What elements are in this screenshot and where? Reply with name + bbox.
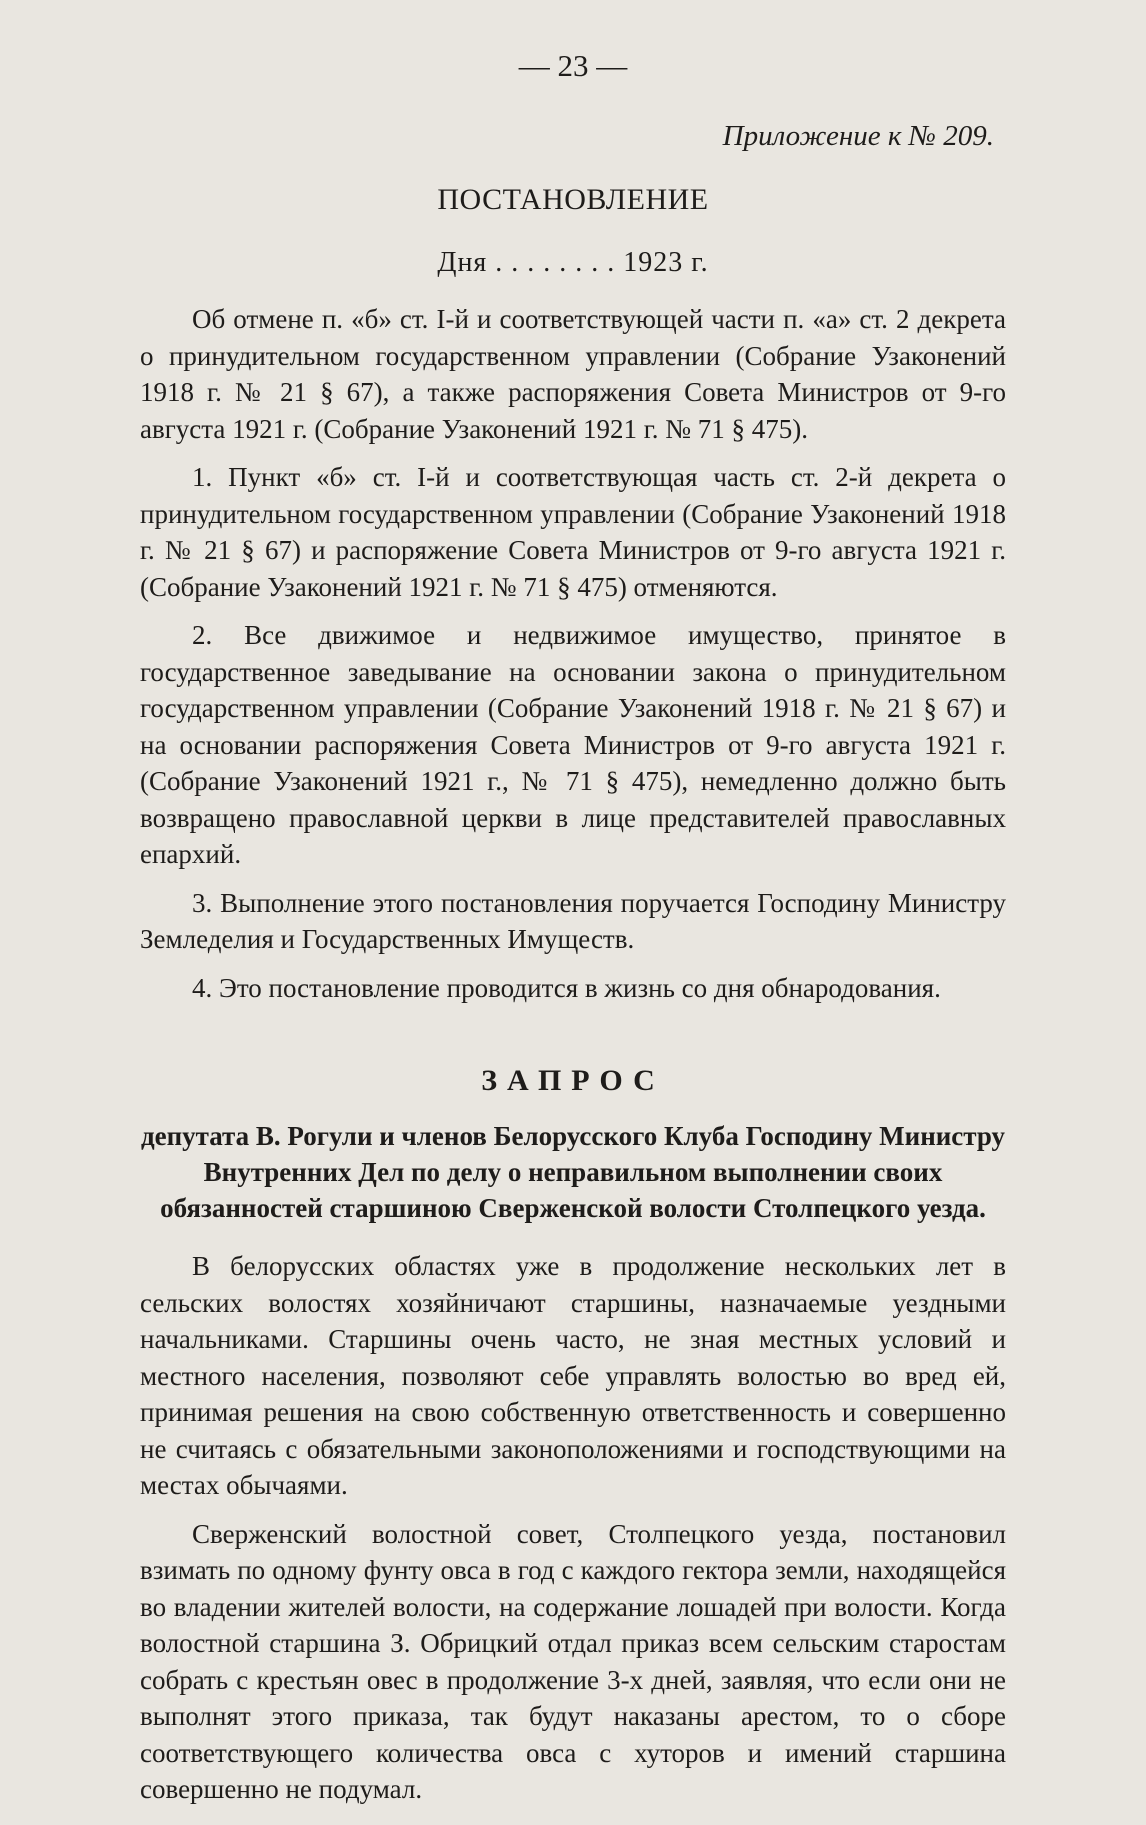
appendix-label: Приложение к № 209. xyxy=(722,120,994,152)
page-number: — 23 — xyxy=(518,48,628,83)
decree-item: 3. Выполнение этого постановления поручается Господину Министру Земледелия и Государственных Имуществ. xyxy=(140,887,1006,954)
request-title: ЗАПРОС xyxy=(481,1064,665,1097)
decree-date-line: Дня . . . . . . . . 1923 г. xyxy=(437,247,709,278)
request-subtitle: депутата В. Рогули и членов Белорусского Клуба Господину Министру Внутренних Дел по делу о неправильном выполнении своих обязанностей старшиною Сверженской волости Столпецкого уезда. xyxy=(140,1121,1006,1223)
decree-item: 4. Это постановление проводится в жизнь со дня обнародования. xyxy=(192,972,941,1003)
request-paragraph: Сверженский волостной совет, Столпецкого уезда, постановил взимать по одному фунту овса в год с каждого гектора земли, находящейся во владении жителей волости, на содержание лошадей при волости. Когда волостной старшина З. Обрицкий отдал приказ всем сельским старостам собрать с крестьян овес в продолжение 3-х дней, заявляя, что если они не выполнят этого приказа, так будут наказаны арестом, то о сборе соответствующего количества овса с хуторов и имений старшина совершенно не подумал. xyxy=(140,1518,1006,1804)
decree-preamble: Об отмене п. «б» ст. I-й и соответствующей части п. «а» ст. 2 декрета о принудительном государственном управлении (Собрание Узаконений 1918 г. № 21 § 67), а также распоряжения Совета Министров от 9-го августа 1921 г. (Собрание Узаконений 1921 г. № 71 § 475). xyxy=(140,304,1006,444)
decree-title: ПОСТАНОВЛЕНИЕ xyxy=(437,183,709,216)
text-block xyxy=(140,48,1006,1808)
decree-item: 2. Все движимое и недвижимое имущество, принятое в государственное заведывание на основании закона о принудительном государственном управлении (Собрание Узаконений 1918 г. № 21 § 67) и на основании распоряжения Совета Министров от 9-го августа 1921 г. (Собрание Узаконений 1921 г., № 71 § 475), немедленно должно быть возвращено православной церкви в лице представителей православных епархий. xyxy=(140,620,1006,869)
request-paragraph: В белорусских областях уже в продолжение нескольких лет в сельских волостях хозяйничают старшины, назначаемые уездными начальниками. Старшины очень часто, не зная местных условий и местного населения, позволяют себе управлять волостью во вред ей, принимая решения на свою собственную ответственность и совершенно не считаясь с обязательными законоположениями и господствующими на местах обычаями. xyxy=(140,1251,1006,1500)
decree-item: 1. Пункт «б» ст. I-й и соответствующая часть ст. 2-й декрета о принудительном государственном управлении (Собрание Узаконений 1918 г. № 21 § 67) и распоряжение Совета Министров от 9-го августа 1921 г. (Собрание Узаконений 1921 г. № 71 § 475) отменяются. xyxy=(140,462,1006,602)
